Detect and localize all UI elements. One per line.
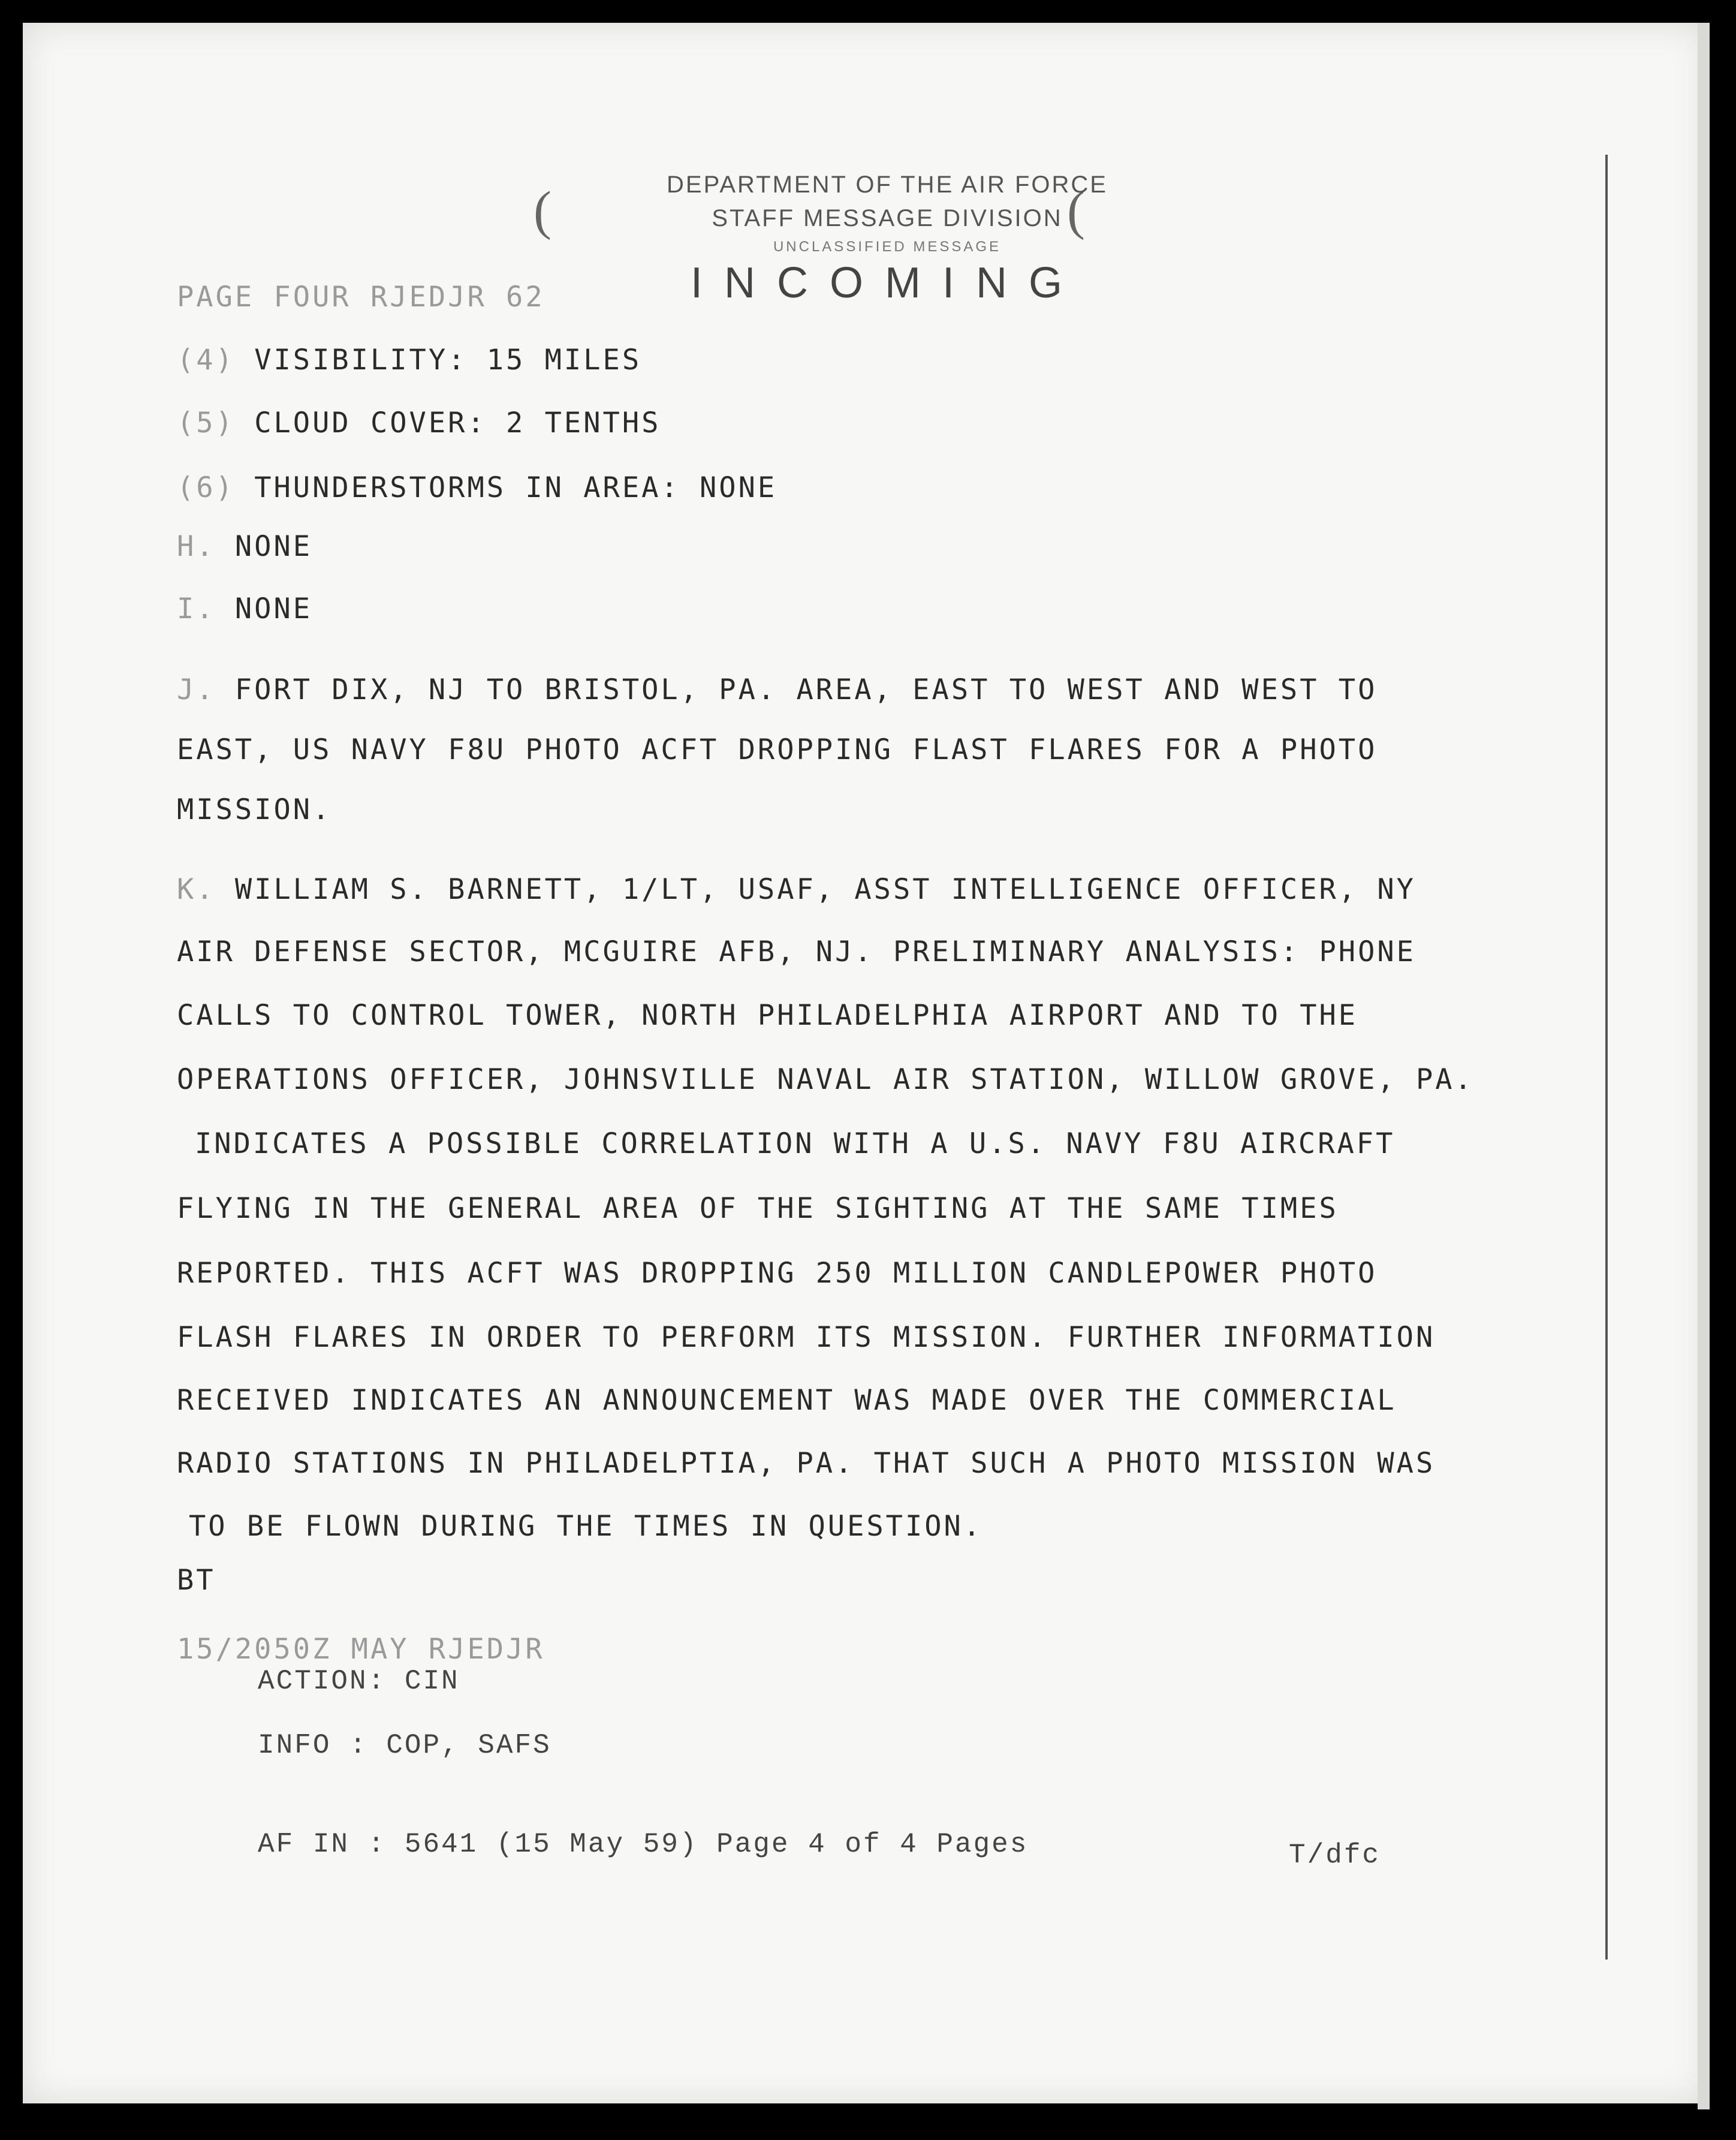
item-j-line-3: MISSION. [177,793,332,826]
item-k-line-6: FLYING IN THE GENERAL AREA OF THE SIGHTING AT THE SAME TIMES [177,1192,1339,1225]
right-parenthesis-mark: ( [1067,181,1085,240]
page-line: PAGE FOUR RJEDJR 62 [177,281,545,314]
item-visibility: (4) VISIBILITY: 15 MILES [177,344,642,377]
item-i: I. NONE [177,592,313,625]
break-marker: BT [177,1564,216,1597]
item-k-line-7: REPORTED. THIS ACFT WAS DROPPING 250 MILLION CANDLEPOWER PHOTO [177,1257,1378,1290]
right-margin-rule [1605,155,1608,1960]
page-edge [1698,23,1710,2109]
item-thunderstorms: (6) THUNDERSTORMS IN AREA: NONE [177,471,777,504]
routing-action: ACTION: CIN [258,1666,460,1697]
header-division: STAFF MESSAGE DIVISION [712,205,1063,231]
item-k-line-4: OPERATIONS OFFICER, JOHNSVILLE NAVAL AIR STATION, WILLOW GROVE, PA. [177,1063,1474,1096]
item-j-line-2: EAST, US NAVY F8U PHOTO ACFT DROPPING FLAST FLARES FOR A PHOTO [177,733,1378,766]
item-k-line-1: K. WILLIAM S. BARNETT, 1/LT, USAF, ASST INTELLIGENCE OFFICER, NY [177,873,1416,906]
message-header [647,168,1127,307]
item-k-line-8: FLASH FLARES IN ORDER TO PERFORM ITS MISSION. FURTHER INFORMATION [177,1321,1436,1354]
item-j-line-1: J. FORT DIX, NJ TO BRISTOL, PA. AREA, EAST TO WEST AND WEST TO [177,673,1378,706]
item-k-line-9: RECEIVED INDICATES AN ANNOUNCEMENT WAS MADE OVER THE COMMERCIAL [177,1384,1397,1417]
af-in-reference: AF IN : 5641 (15 May 59) Page 4 of 4 Pages [258,1829,1029,1860]
header-department: DEPARTMENT OF THE AIR FORCE [667,171,1108,198]
item-k-line-10: RADIO STATIONS IN PHILADELPTIA, PA. THAT SUCH A PHOTO MISSION WAS [177,1447,1436,1480]
item-k-line-11: TO BE FLOWN DURING THE TIMES IN QUESTION. [189,1510,983,1543]
header-incoming: INCOMING [691,259,1084,307]
item-cloud-cover: (5) CLOUD COVER: 2 TENTHS [177,407,661,440]
item-k-line-2: AIR DEFENSE SECTOR, MCGUIRE AFB, NJ. PRELIMINARY ANALYSIS: PHONE [177,935,1416,968]
typist-initials: T/dfc [1289,1840,1381,1871]
item-k-line-3: CALLS TO CONTROL TOWER, NORTH PHILADELPHIA AIRPORT AND TO THE [177,999,1358,1032]
date-time-group: 15/2050Z MAY RJEDJR [177,1633,545,1666]
routing-info: INFO : COP, SAFS [258,1730,551,1761]
item-k-line-5: INDICATES A POSSIBLE CORRELATION WITH A U.S. NAVY F8U AIRCRAFT [195,1127,1396,1160]
left-parenthesis-mark: ( [534,181,551,240]
header-classification: UNCLASSIFIED MESSAGE [773,239,1002,255]
item-h: H. NONE [177,530,313,563]
